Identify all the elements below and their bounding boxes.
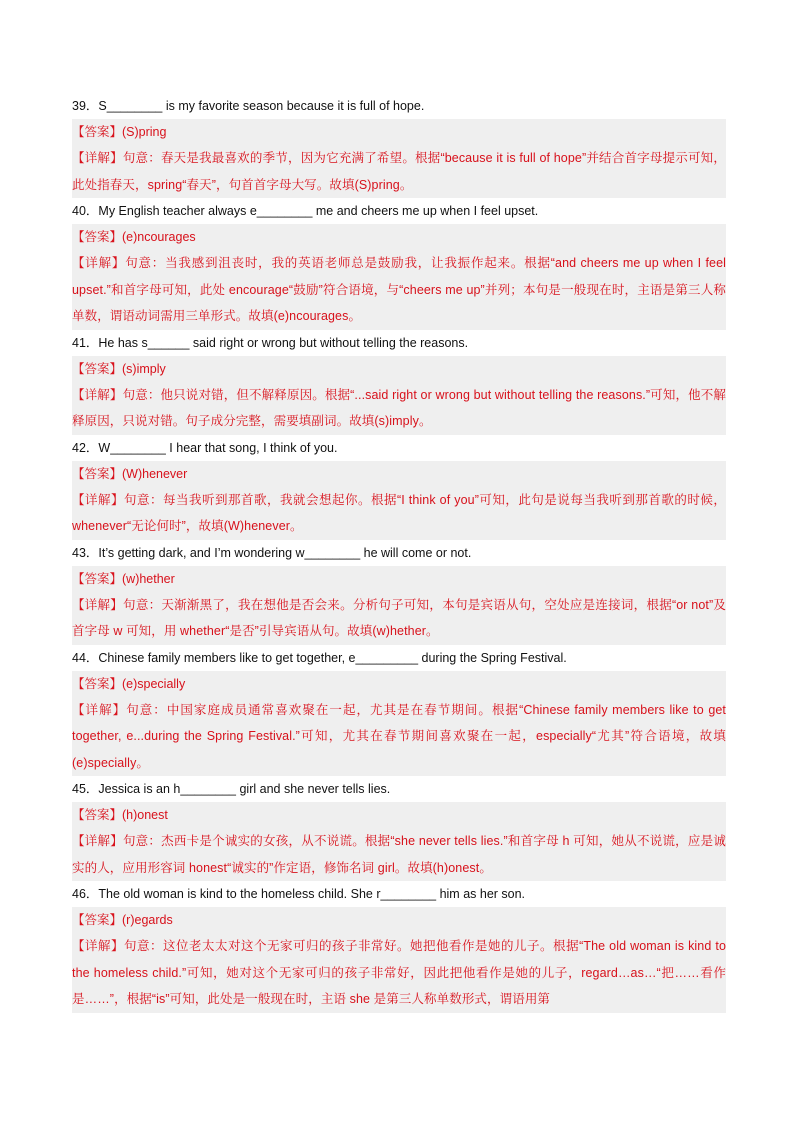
- exercise-page: [72, 93, 726, 1013]
- answer-line: 【答案】(W)henever: [72, 461, 726, 487]
- question-text: 44．Chinese family members like to get together, e_________ during the Spring Festival.: [72, 650, 567, 665]
- question-text: 40．My English teacher always e________ me and cheers me up when I feel upset.: [72, 204, 539, 218]
- answer-line: 【答案】(S)pring: [72, 119, 726, 145]
- detail-explanation: 【详解】句意：春天是我最喜欢的季节，因为它充满了希望。根据“because it is full of hope”并结合首字母提示可知，此处指春天，spring“春天”，句首首字母大写。故填(S)pring。: [72, 145, 726, 198]
- answer-line: 【答案】(r)egards: [72, 907, 726, 933]
- answer-line: 【答案】(s)imply: [72, 356, 726, 382]
- question-text: 39．S________ is my favorite season because it is full of hope.: [72, 99, 425, 113]
- question-text: 46．The old woman is kind to the homeless child. She r________ him as her son.: [72, 887, 526, 901]
- detail-explanation: 【详解】句意：这位老太太对这个无家可归的孩子非常好。她把他看作是她的儿子。根据“The old woman is kind to the homeless child.”可知，她对这个无家可归的孩子非常好，因此把他看作是她的儿子，regard…as…“把……看作是……”，根据“is”可知，此处是一般现在时，主语 she 是第三人称单数形式，谓语用第: [72, 933, 726, 1013]
- detail-explanation: 【详解】句意：当我感到沮丧时，我的英语老师总是鼓励我，让我振作起来。根据“and cheers me up when I feel upset.”和首字母可知，此处 encourage“鼓励”符合语境，与“cheers me up”并列；本句是一般现在时，主语是第三人称单数，谓语动词需用三单形式。故填(e)ncourages。: [72, 250, 726, 330]
- answer-line: 【答案】(e)ncourages: [72, 224, 726, 250]
- question-text: 45．Jessica is an h________ girl and she never tells lies.: [72, 782, 391, 796]
- detail-explanation: 【详解】句意：杰西卡是个诚实的女孩，从不说谎。根据“she never tells lies.”和首字母 h 可知，她从不说谎，应是诚实的人，应用形容词 honest“诚实的”作定语，修饰名词 girl。故填(h)onest。: [72, 828, 726, 881]
- detail-explanation: 【详解】句意：每当我听到那首歌，我就会想起你。根据“I think of you”可知，此句是说每当我听到那首歌的时候，whenever“无论何时”，故填(W)henever。: [72, 487, 726, 540]
- detail-explanation: 【详解】句意：中国家庭成员通常喜欢聚在一起，尤其是在春节期间。根据“Chinese family members like to get together, e...during the Spring Festival.”可知，尤其在春节期间喜欢聚在一起，especially“尤其”符合语境，故填(e)specially。: [72, 697, 726, 777]
- question-block-40: [72, 198, 726, 330]
- answer-line: 【答案】(h)onest: [72, 802, 726, 828]
- answer-line: 【答案】(w)hether: [72, 566, 726, 592]
- question-block-44: [72, 645, 726, 777]
- question-block-42: [72, 435, 726, 540]
- question-text: 41．He has s______ said right or wrong but without telling the reasons.: [72, 335, 469, 350]
- question-text: 42．W________ I hear that song, I think of you.: [72, 440, 338, 455]
- question-text: 43．It’s getting dark, and I’m wondering w________ he will come or not.: [72, 545, 472, 560]
- detail-explanation: 【详解】句意：他只说对错，但不解释原因。根据“...said right or wrong but without telling the reasons.”可知，他不解释原因，只说对错。句子成分完整，需要填副词。故填(s)imply。: [72, 382, 726, 435]
- answer-line: 【答案】(e)specially: [72, 671, 726, 697]
- question-block-41: [72, 330, 726, 435]
- question-block-39: [72, 93, 726, 198]
- detail-explanation: 【详解】句意：天渐渐黑了，我在想他是否会来。分析句子可知，本句是宾语从句，空处应是连接词，根据“or not”及首字母 w 可知，用 whether“是否”引导宾语从句。故填(w)hether。: [72, 592, 726, 645]
- question-block-45: [72, 776, 726, 881]
- question-block-46: [72, 881, 726, 1013]
- question-block-43: [72, 540, 726, 645]
